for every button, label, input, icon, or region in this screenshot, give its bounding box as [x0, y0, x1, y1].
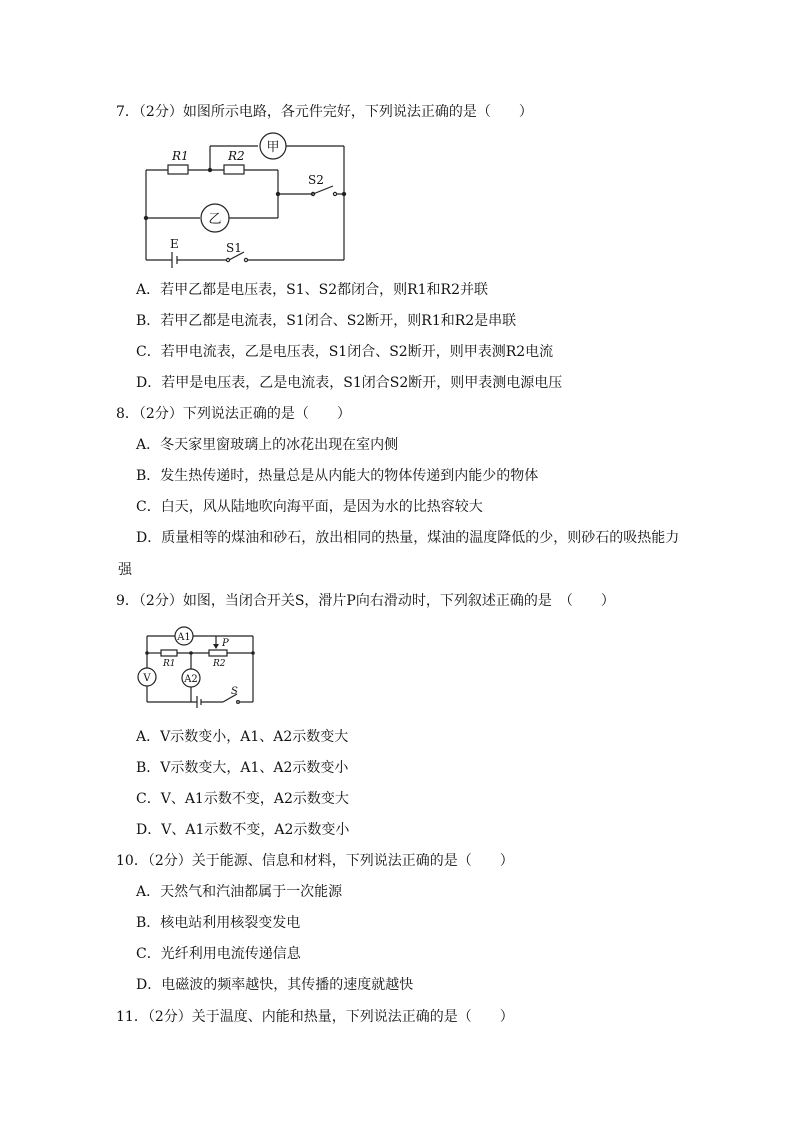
r1-label-q9: R1 — [163, 659, 176, 669]
q8-stem: 8．（2分）下列说法正确的是（ ） — [116, 406, 351, 422]
q10-option-a: A．天然气和汽油都属于一次能源 — [136, 884, 343, 900]
q9-stem: 9．（2分）如图，当闭合开关S，滑片P向右滑动时，下列叙述正确的是 （ ） — [116, 593, 615, 609]
p-label: P — [222, 638, 229, 649]
q8-option-b: B．发生热传递时，热量总是从内能大的物体传递到内能少的物体 — [136, 468, 539, 484]
q10-option-c: C．光纤利用电流传递信息 — [136, 946, 301, 962]
q10-option-d: D．电磁波的频率越快，其传播的速度就越快 — [136, 977, 414, 993]
q7-option-b: B．若甲乙都是电流表，S1闭合、S2断开，则R1和R2是串联 — [136, 313, 517, 329]
a2-label: A2 — [184, 674, 198, 685]
resistor-r2-slider — [209, 650, 227, 656]
q9-option-a: A．V示数变小，A1、A2示数变大 — [136, 729, 349, 745]
s1-label: S1 — [226, 241, 242, 255]
s2-label: S2 — [308, 173, 324, 187]
r2-label-q9: R2 — [213, 659, 226, 669]
a1-label: A1 — [177, 632, 191, 643]
meter-yi-label: 乙 — [208, 212, 222, 227]
q10-option-b: B．核电站利用核裂变发电 — [136, 915, 301, 931]
e-label: E — [170, 237, 179, 251]
q7-circuit-diagram — [138, 128, 358, 273]
resistor-r1 — [168, 165, 188, 174]
resistor-r1 — [161, 650, 177, 656]
q10-stem: 10．（2分）关于能源、信息和材料，下列说法正确的是（ ） — [116, 853, 514, 869]
q8-option-d-continuation: 强 — [118, 562, 132, 578]
q7-option-c: C．若甲电流表，乙是电压表，S1闭合、S2断开，则甲表测R2电流 — [136, 344, 554, 360]
q8-option-c: C．白天，风从陆地吹向海平面，是因为水的比热容较大 — [136, 499, 483, 515]
q9-option-d: D．V、A1示数不变，A2示数变小 — [136, 822, 350, 838]
q7-stem: 7．（2分）如图所示电路，各元件完好，下列说法正确的是（ ） — [116, 104, 533, 120]
q9-circuit-diagram — [133, 620, 263, 710]
q8-option-d: D．质量相等的煤油和砂石，放出相同的热量，煤油的温度降低的少，则砂石的吸热能力 — [136, 530, 680, 546]
s-label: S — [231, 686, 238, 697]
r1-label: R1 — [172, 149, 189, 163]
q9-option-c: C．V、A1示数不变，A2示数变大 — [136, 791, 349, 807]
r2-label: R2 — [228, 149, 245, 163]
q9-option-b: B．V示数变大，A1、A2示数变小 — [136, 760, 349, 776]
q11-stem: 11．（2分）关于温度、内能和热量，下列说法正确的是（ ） — [116, 1009, 514, 1025]
q7-option-d: D．若甲是电压表，乙是电流表，S1闭合S2断开，则甲表测电源电压 — [136, 375, 563, 391]
meter-jia-label: 甲 — [266, 140, 280, 155]
q7-option-a: A．若甲乙都是电压表，S1、S2都闭合，则R1和R2并联 — [136, 282, 489, 298]
resistor-r2 — [224, 165, 244, 174]
q8-option-a: A．冬天家里窗玻璃上的冰花出现在室内侧 — [136, 437, 399, 453]
v-label: V — [143, 673, 151, 684]
